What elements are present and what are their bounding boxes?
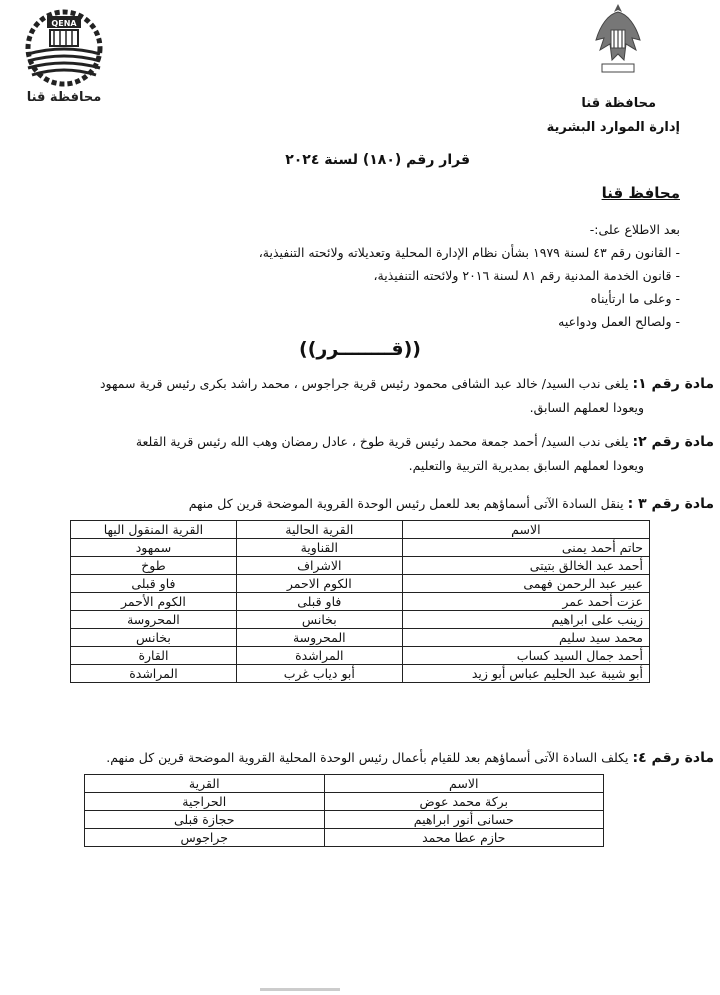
table-header-row [85,775,604,793]
table-row [71,629,650,647]
article-2-label: مادة رقم ٢: [632,434,714,450]
table-row [71,593,650,611]
preamble-line: بعد الاطلاع على:- [589,222,680,237]
qena-governorate-logo [14,6,114,106]
article-4-label: مادة رقم ٤: [632,750,714,766]
cell-name: عبير عبد الرحمن فهمى [402,575,649,593]
cell-name: عزت أحمد عمر [402,593,649,611]
cell-name: أبو شيبة عبد الحليم عباس أبو زيد [402,665,649,683]
table-row [71,575,650,593]
logo-text-bottom: محافظة قنا [26,90,102,105]
bottom-mark [260,988,340,991]
cell-new-village: المحروسة [71,611,237,629]
cell-name: زينب على ابراهيم [402,611,649,629]
cell-current-village: القناوية [236,539,402,557]
article-2 [2,430,714,478]
cell-name: محمد سيد سليم [402,629,649,647]
article-4 [2,746,714,770]
article-3-text: ينقل السادة الآتى أسماؤهم بعد للعمل رئيس الوحدة القروية الموضحة قرين كل منهم [188,496,624,511]
preamble-line: - ولصالح العمل ودواعيه [558,314,680,329]
governor-heading: محافظ قنا [601,184,680,202]
cell-new-village: بخانس [71,629,237,647]
cell-new-village: القارة [71,647,237,665]
eagle-emblem-icon [590,0,646,82]
cell-new-village: فاو قبلى [71,575,237,593]
article-1-continuation: ويعودا لعملهم السابق. [529,400,644,415]
table-row [85,811,604,829]
preamble-line: - قانون الخدمة المدنية رقم ٨١ لسنة ٢٠١٦ ولائحته التنفيذية، [373,268,680,283]
table-row [85,829,604,847]
cell-name: حسانى أنور ابراهيم [324,811,603,829]
table-row [71,665,650,683]
decision-title: قرار رقم (١٨٠) لسنة ٢٠٢٤ [285,152,470,168]
cell-name: أحمد عبد الخالق بتيتى [402,557,649,575]
table-row [71,557,650,575]
hr-department: إدارة الموارد البشرية [546,120,680,135]
cell-name: أحمد جمال السيد كساب [402,647,649,665]
header-name: الاسم [324,775,603,793]
article-4-text: يكلف السادة الآتى أسماؤهم بعد للقيام بأعمال رئيس الوحدة المحلية القروية الموضحة قرين كل منهم. [106,750,629,765]
cell-new-village: المراشدة [71,665,237,683]
cell-current-village: المراشدة [236,647,402,665]
cell-current-village: فاو قبلى [236,593,402,611]
header-name: الاسم [402,521,649,539]
cell-current-village: بخانس [236,611,402,629]
table-header-row [71,521,650,539]
table-row [71,647,650,665]
transfer-table [70,520,650,683]
header-new-village: القرية المنقول اليها [71,521,237,539]
cell-current-village: أبو دياب غرب [236,665,402,683]
header-current-village: القرية الحالية [236,521,402,539]
preamble [40,218,680,333]
header-village: القرية [85,775,325,793]
article-3-label: مادة رقم ٣ : [627,496,714,512]
table-row [71,611,650,629]
preamble-line: - وعلى ما ارتأيناه [590,291,680,306]
article-1-label: مادة رقم ١: [632,376,714,392]
cell-new-village: سمهود [71,539,237,557]
table-row [71,539,650,557]
cell-current-village: الكوم الاحمر [236,575,402,593]
cell-name: بركة محمد عوض [324,793,603,811]
cell-name: حازم عطا محمد [324,829,603,847]
cell-village: حجازة قبلى [85,811,325,829]
article-1 [2,372,714,420]
decide-heading: ((قــــــــرر)) [299,338,421,360]
preamble-line: - القانون رقم ٤٣ لسنة ١٩٧٩ بشأن نظام الإدارة المحلية وتعديلاته ولائحته التنفيذية، [258,245,680,260]
article-2-continuation: ويعودا لعملهم السابق بمديرية التربية والتعليم. [408,458,644,473]
table-row [85,793,604,811]
cell-current-village: المحروسة [236,629,402,647]
governorate-name: محافظة قنا [581,96,656,111]
cell-new-village: طوخ [71,557,237,575]
cell-new-village: الكوم الأحمر [71,593,237,611]
assignment-table [84,774,604,847]
logo-text-top: QENA [51,19,77,28]
cell-current-village: الاشراف [236,557,402,575]
cell-village: الحراجية [85,793,325,811]
article-1-text: يلغى ندب السيد/ خالد عبد الشافى محمود رئيس قرية جراجوس ، محمد راشد بكرى رئيس قرية سمهود [99,376,629,391]
cell-village: جراجوس [85,829,325,847]
cell-name: حاتم أحمد يمنى [402,539,649,557]
article-3 [2,492,714,516]
article-2-text: يلغى ندب السيد/ أحمد جمعة محمد رئيس قرية طوخ ، عادل رمضان وهب الله رئيس قرية القلعة [135,434,629,449]
